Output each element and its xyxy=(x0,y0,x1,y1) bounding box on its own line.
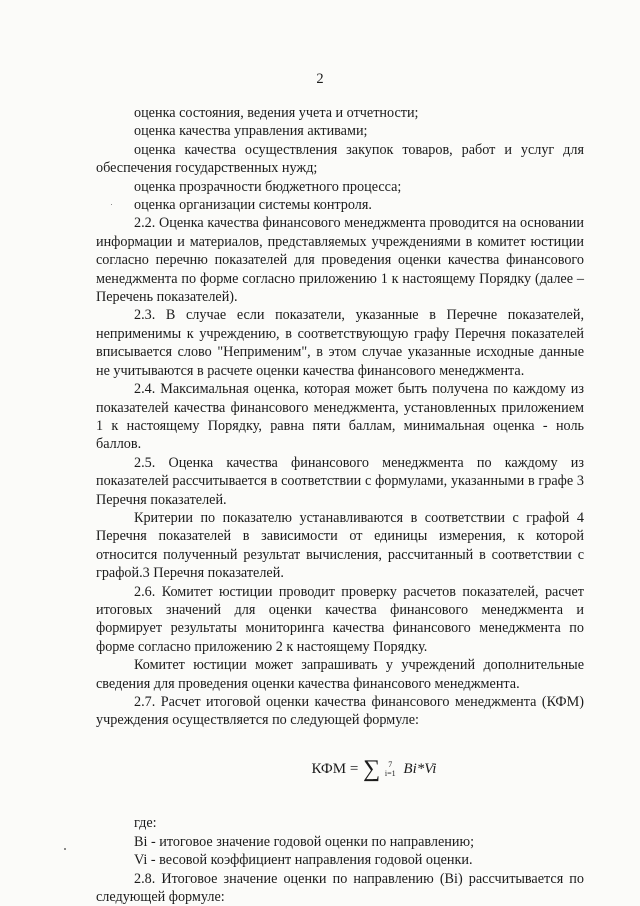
paragraph: 2.5. Оценка качества финансового менеджмента по каждому из показателей рассчитывается в соответствии с формулами, указанными в графе 3 Перечня показателей. xyxy=(96,454,584,508)
paragraph: оценка состояния, ведения учета и отчетности; xyxy=(134,105,419,121)
scan-speck xyxy=(111,204,112,205)
paragraph: 2.3. В случае если показатели, указанные в Перечне показателей, неприменимы к учреждению, в соответствующую графу Перечня показателей вписывается слово "Неприменим", в этом случае указанные исходные данные не учитываются в расчете оценки качества финансового менеджмента. xyxy=(96,307,584,379)
definition-vi: Vi - весовой коэффициент направления годовой оценки. xyxy=(134,852,473,869)
summation-upper: 7 xyxy=(388,760,393,770)
where-label: где: xyxy=(134,815,157,832)
paragraph: 2.8. Итоговое значение оценки по направлению (Bi) рассчитывается по следующей формуле: xyxy=(96,870,584,905)
paragraph: оценка прозрачности бюджетного процесса; xyxy=(134,178,402,195)
paragraph: 2.7. Расчет итоговой оценки качества финансового менеджмента (КФМ) учреждения осуществляется по следующей формуле: xyxy=(96,694,584,729)
paragraph: оценка организации системы контроля. xyxy=(134,197,372,214)
paragraph: Комитет юстиции может запрашивать у учреждений дополнительные сведения для проведения оценки качества финансового менеджмента. xyxy=(96,657,584,692)
summation-lower: i=1 xyxy=(384,769,396,779)
paragraph: 2.6. Комитет юстиции проводит проверку расчетов показателей, расчет итоговых значений для оценки качества финансового менеджмента и формирует результаты мониторинга качества финансового менеджмента по форме согласно приложению 2 к настоящему Порядку. xyxy=(96,583,584,655)
formula-equals: = xyxy=(349,760,359,777)
page-number: 2 xyxy=(316,71,324,87)
paragraph: оценка качества осуществления закупок товаров, работ и услуг для обеспечения государственных нужд; xyxy=(96,141,584,177)
document-body xyxy=(96,104,584,906)
summation-symbol: ∑ xyxy=(363,755,381,782)
paragraph: Критерии по показателю устанавливаются в соответствии с графой 4 Перечня показателей в зависимости от единицы измерения, к которой относится полученный результат вычисления, рассчитанный в соответствии с графой.3 Перечня показателей. xyxy=(96,509,584,582)
scan-speck xyxy=(64,848,66,850)
formula-expression: Bi*Vi xyxy=(403,760,437,777)
summation-limits xyxy=(385,760,396,778)
paragraph: 2.2. Оценка качества финансового менеджмента проводится на основании информации и материалов, представляемых учреждениями в комитет юстиции согласно перечню показателей для проведения оценки качества финансового менеджмента по форме согласно приложению 1 к настоящему Порядку (далее – Перечень показателей). xyxy=(96,215,584,306)
paragraph: 2.4. Максимальная оценка, которая может быть получена по каждому из показателей качества финансового менеджмента, установленных приложением 1 к настоящему Порядку, равна пяти баллам, минимальная оценка - ноль баллов. xyxy=(96,381,584,453)
definition-bi: Bi - итоговое значение годовой оценки по направлению; xyxy=(134,833,475,850)
formula-lhs: КФМ xyxy=(311,760,347,777)
kfm-formula xyxy=(130,755,618,782)
paragraph: оценка качества управления активами; xyxy=(134,123,368,140)
